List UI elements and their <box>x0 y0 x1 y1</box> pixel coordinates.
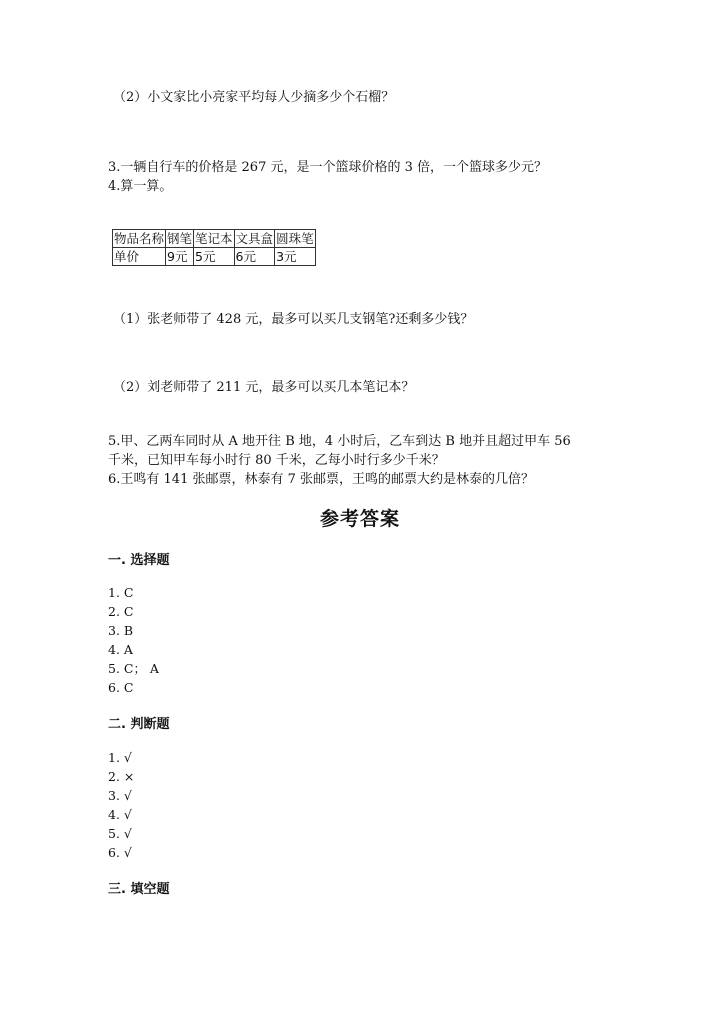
table-cell: 6元 <box>234 248 275 266</box>
question-2-2: （2）小文家比小亮家平均每人少摘多少个石榴？ <box>113 90 395 105</box>
list-item: 5. √ <box>108 826 132 841</box>
list-item: 1. √ <box>108 750 132 765</box>
judgment-answer-list <box>108 748 134 862</box>
section-heading-judgment: 二. 判断题 <box>108 717 170 732</box>
list-item: 4. √ <box>108 807 132 822</box>
price-table-header-row <box>113 230 316 248</box>
list-item: 2. × <box>108 769 135 784</box>
table-cell: 单价 <box>113 248 166 266</box>
answer-key-title: 参考答案 <box>319 508 400 530</box>
list-item: 6. √ <box>108 845 132 860</box>
list-item: 3. √ <box>108 788 132 803</box>
section-heading-choice: 一. 选择题 <box>108 553 170 568</box>
list-item: 2. C <box>108 604 134 619</box>
table-cell: 9元 <box>166 248 194 266</box>
choice-answer-list <box>108 583 159 697</box>
list-item: 3. B <box>108 623 134 638</box>
question-6: 6.王鸣有 141 张邮票，林泰有 7 张邮票，王鸣的邮票大约是林泰的几倍？ <box>108 472 535 487</box>
question-3: 3.一辆自行车的价格是 267 元，是一个篮球价格的 3 倍，一个篮球多少元？ <box>108 160 548 175</box>
list-item: 1. C <box>108 585 134 600</box>
price-table <box>112 229 316 266</box>
list-item: 4. A <box>108 642 133 657</box>
question-4-2: （2）刘老师带了 211 元，最多可以买几本笔记本？ <box>113 380 415 395</box>
list-item: 5. C； A <box>108 661 159 676</box>
table-cell: 文具盒 <box>235 231 274 246</box>
question-5-line-2: 千米，已知甲车每小时行 80 千米，乙每小时行多少千米？ <box>108 453 445 468</box>
table-cell: 钢笔 <box>167 231 193 246</box>
table-cell: 3元 <box>275 248 316 266</box>
question-4-1: （1）张老师带了 428 元，最多可以买几支钢笔?还剩多少钱？ <box>113 312 474 327</box>
question-4: 4.算一算。 <box>108 179 173 194</box>
table-cell: 5元 <box>194 248 235 266</box>
table-cell: 圆珠笔 <box>276 231 314 246</box>
question-5-line-1: 5.甲、乙两车同时从 A 地开往 B 地，4 小时后，乙车到达 B 地并且超过甲车 56 <box>108 434 571 449</box>
table-cell: 笔记本 <box>195 231 233 246</box>
price-table-value-row <box>113 248 316 266</box>
section-heading-fill-blank: 三. 填空题 <box>108 882 170 897</box>
list-item: 6. C <box>108 680 134 695</box>
table-cell: 物品名称 <box>114 231 165 246</box>
